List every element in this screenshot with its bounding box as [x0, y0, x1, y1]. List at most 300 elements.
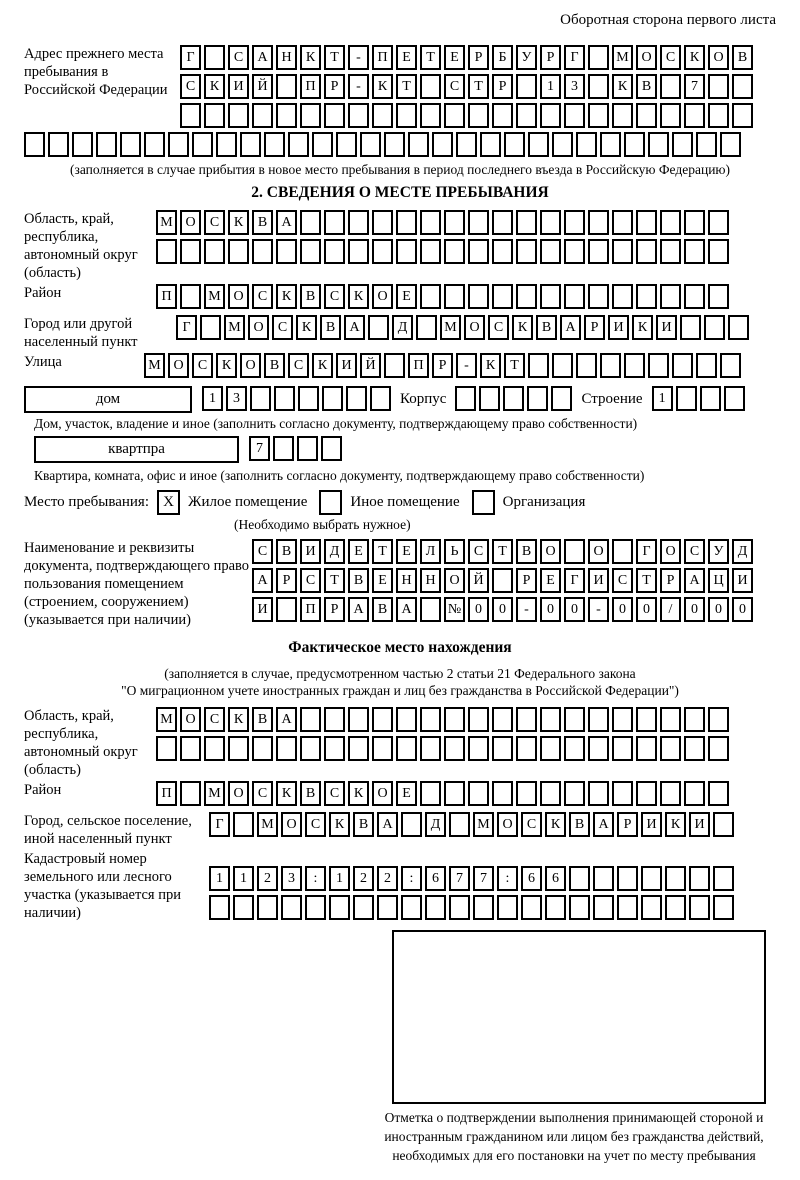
- char-cell: [516, 103, 537, 128]
- char-cell: А: [560, 315, 581, 340]
- char-cell: [676, 386, 697, 411]
- char-cell: [636, 239, 657, 264]
- char-cell: [492, 239, 513, 264]
- char-cell: [564, 707, 585, 732]
- char-cell: С: [324, 781, 345, 806]
- char-cell: [324, 210, 345, 235]
- prev-address-note: (заполняется в случае прибытия в новое место пребывания в период последнего въезда в Российскую Федерацию): [69, 162, 731, 177]
- char-cell: [696, 132, 717, 157]
- char-cell: [564, 103, 585, 128]
- cadastral-block: [24, 850, 776, 924]
- char-cell: С: [252, 284, 273, 309]
- char-cell: [305, 895, 326, 920]
- char-cell: 0: [636, 597, 657, 622]
- fact-city-block: [24, 812, 776, 848]
- char-cell: К: [545, 812, 566, 837]
- char-cell: [297, 436, 318, 461]
- char-cell: Г: [180, 45, 201, 70]
- char-cell: С: [204, 707, 225, 732]
- house-row: [24, 386, 776, 415]
- char-cell: [348, 239, 369, 264]
- char-cell: С: [252, 781, 273, 806]
- char-cell: Р: [276, 568, 297, 593]
- char-cell: [274, 386, 295, 411]
- char-cell: Ь: [444, 539, 465, 564]
- char-cell: [156, 736, 177, 761]
- char-cell: [516, 74, 537, 99]
- char-cell: [684, 781, 705, 806]
- char-cell: Е: [396, 284, 417, 309]
- char-row: [156, 707, 729, 732]
- char-cell: К: [204, 74, 225, 99]
- char-cell: У: [516, 45, 537, 70]
- street-block: [24, 353, 776, 382]
- char-cell: [708, 239, 729, 264]
- char-cell: С: [288, 353, 309, 378]
- char-cell: [276, 239, 297, 264]
- char-cell: К: [372, 74, 393, 99]
- char-cell: К: [512, 315, 533, 340]
- prev-address-block: [24, 45, 776, 132]
- char-cell: [660, 210, 681, 235]
- char-cell: [636, 736, 657, 761]
- char-cell: К: [665, 812, 686, 837]
- char-cell: [401, 812, 422, 837]
- char-cell: О: [497, 812, 518, 837]
- char-cell: [252, 736, 273, 761]
- cadastral-label: Кадастровый номер земельного или лесного участка (указывается при наличии): [24, 851, 181, 921]
- char-row: [180, 45, 753, 70]
- char-cell: О: [660, 539, 681, 564]
- char-cell: Г: [636, 539, 657, 564]
- char-cell: [612, 239, 633, 264]
- char-cell: В: [252, 707, 273, 732]
- char-cell: Т: [504, 353, 525, 378]
- char-cell: 6: [545, 866, 566, 891]
- char-row: [209, 866, 734, 891]
- prev-address-label: Адрес прежнего места пребывания в Российской Федерации: [24, 46, 168, 98]
- char-cell: О: [464, 315, 485, 340]
- char-cell: С: [300, 568, 321, 593]
- char-cell: [708, 707, 729, 732]
- char-cell: 2: [257, 866, 278, 891]
- char-cell: Р: [432, 353, 453, 378]
- char-cell: [612, 210, 633, 235]
- char-row: [652, 386, 745, 411]
- char-cell: [672, 132, 693, 157]
- char-cell: Е: [540, 568, 561, 593]
- char-cell: В: [276, 539, 297, 564]
- char-cell: [468, 210, 489, 235]
- char-cell: [684, 239, 705, 264]
- char-cell: [660, 781, 681, 806]
- char-cell: [624, 132, 645, 157]
- char-cell: [660, 736, 681, 761]
- char-cell: Т: [636, 568, 657, 593]
- char-cell: [209, 895, 230, 920]
- char-cell: А: [252, 45, 273, 70]
- char-cell: [120, 132, 141, 157]
- char-row: [209, 895, 734, 920]
- char-cell: [96, 132, 117, 157]
- char-cell: О: [588, 539, 609, 564]
- char-cell: [551, 386, 572, 411]
- char-cell: 0: [708, 597, 729, 622]
- char-cell: К: [216, 353, 237, 378]
- char-cell: П: [372, 45, 393, 70]
- option-organization-label: Организация: [502, 494, 586, 510]
- char-cell: В: [372, 597, 393, 622]
- char-cell: [48, 132, 69, 157]
- char-cell: [660, 707, 681, 732]
- cadastral-rows: [209, 866, 734, 924]
- char-cell: С: [204, 210, 225, 235]
- char-cell: [503, 386, 524, 411]
- char-cell: И: [300, 539, 321, 564]
- char-row: [252, 568, 753, 593]
- char-row: [144, 353, 741, 378]
- char-cell: Й: [252, 74, 273, 99]
- char-cell: [528, 132, 549, 157]
- char-cell: [564, 539, 585, 564]
- char-cell: О: [168, 353, 189, 378]
- char-cell: К: [312, 353, 333, 378]
- char-cell: [257, 895, 278, 920]
- char-cell: 3: [564, 74, 585, 99]
- char-cell: [641, 866, 662, 891]
- char-cell: [593, 866, 614, 891]
- option-other-premises-label: Иное помещение: [350, 494, 460, 510]
- char-cell: [672, 353, 693, 378]
- char-cell: А: [396, 597, 417, 622]
- char-cell: [528, 353, 549, 378]
- char-cell: [617, 866, 638, 891]
- char-row: [156, 239, 729, 264]
- char-cell: М: [204, 781, 225, 806]
- char-cell: С: [324, 284, 345, 309]
- char-cell: В: [636, 74, 657, 99]
- char-cell: [588, 284, 609, 309]
- stroenie-label: Строение: [581, 391, 643, 407]
- char-cell: П: [408, 353, 429, 378]
- confirmation-stamp-box: [392, 930, 766, 1104]
- char-cell: [444, 103, 465, 128]
- char-cell: [250, 386, 271, 411]
- char-cell: [612, 539, 633, 564]
- prev-address-rows: [180, 45, 753, 132]
- char-cell: Д: [324, 539, 345, 564]
- char-cell: -: [588, 597, 609, 622]
- char-cell: [636, 103, 657, 128]
- char-cell: [368, 315, 389, 340]
- char-cell: В: [252, 210, 273, 235]
- char-cell: Т: [372, 539, 393, 564]
- char-cell: [353, 895, 374, 920]
- char-cell: 1: [209, 866, 230, 891]
- char-cell: 7: [249, 436, 270, 461]
- char-cell: [720, 353, 741, 378]
- char-cell: [370, 386, 391, 411]
- char-cell: О: [248, 315, 269, 340]
- char-cell: [396, 736, 417, 761]
- char-cell: [252, 103, 273, 128]
- char-cell: С: [272, 315, 293, 340]
- char-cell: [612, 284, 633, 309]
- char-cell: [204, 103, 225, 128]
- char-cell: И: [228, 74, 249, 99]
- char-cell: А: [344, 315, 365, 340]
- char-cell: [180, 239, 201, 264]
- document-block: [24, 539, 776, 629]
- char-cell: И: [588, 568, 609, 593]
- char-cell: [288, 132, 309, 157]
- char-cell: Е: [372, 568, 393, 593]
- char-cell: [324, 239, 345, 264]
- char-cell: [569, 866, 590, 891]
- char-cell: Т: [468, 74, 489, 99]
- char-cell: Г: [209, 812, 230, 837]
- char-cell: О: [180, 707, 201, 732]
- char-cell: Н: [396, 568, 417, 593]
- char-cell: О: [372, 781, 393, 806]
- actual-location-note-1: (заполняется в случае, предусмотренном частью 2 статьи 21 Федерального закона: [164, 666, 636, 681]
- char-cell: [660, 74, 681, 99]
- char-cell: [233, 895, 254, 920]
- char-cell: [348, 736, 369, 761]
- fact-region-label: Область, край, республика, автономный округ (область): [24, 708, 138, 778]
- char-cell: [588, 736, 609, 761]
- char-cell: Н: [420, 568, 441, 593]
- char-cell: 3: [226, 386, 247, 411]
- char-cell: [401, 895, 422, 920]
- char-cell: [432, 132, 453, 157]
- char-cell: :: [401, 866, 422, 891]
- char-cell: [444, 781, 465, 806]
- char-cell: [384, 353, 405, 378]
- char-cell: [660, 284, 681, 309]
- char-cell: [588, 210, 609, 235]
- char-cell: [273, 436, 294, 461]
- char-cell: [420, 210, 441, 235]
- char-cell: :: [497, 866, 518, 891]
- char-cell: В: [516, 539, 537, 564]
- char-cell: [708, 103, 729, 128]
- apartment-row: [24, 436, 776, 465]
- char-cell: Д: [392, 315, 413, 340]
- char-row: [176, 315, 749, 340]
- char-cell: [492, 103, 513, 128]
- char-cell: [372, 210, 393, 235]
- korpus-label: Корпус: [400, 391, 447, 407]
- char-cell: А: [348, 597, 369, 622]
- char-cell: О: [281, 812, 302, 837]
- char-cell: [396, 103, 417, 128]
- char-cell: [504, 132, 525, 157]
- char-cell: [444, 707, 465, 732]
- char-cell: Б: [492, 45, 513, 70]
- char-cell: [473, 895, 494, 920]
- char-cell: [665, 866, 686, 891]
- char-cell: [372, 707, 393, 732]
- char-cell: [444, 239, 465, 264]
- char-cell: [700, 386, 721, 411]
- char-cell: [540, 210, 561, 235]
- char-cell: П: [156, 284, 177, 309]
- char-cell: [396, 239, 417, 264]
- char-cell: -: [456, 353, 477, 378]
- char-cell: [612, 736, 633, 761]
- char-cell: [689, 895, 710, 920]
- char-cell: У: [708, 539, 729, 564]
- char-cell: М: [156, 210, 177, 235]
- char-cell: [276, 74, 297, 99]
- char-cell: С: [180, 74, 201, 99]
- char-cell: [660, 103, 681, 128]
- char-cell: [708, 284, 729, 309]
- char-cell: [468, 736, 489, 761]
- char-cell: [408, 132, 429, 157]
- char-cell: С: [305, 812, 326, 837]
- char-cell: [516, 210, 537, 235]
- char-cell: Р: [468, 45, 489, 70]
- char-cell: К: [632, 315, 653, 340]
- char-cell: [180, 736, 201, 761]
- char-cell: Т: [396, 74, 417, 99]
- char-cell: 1: [540, 74, 561, 99]
- char-cell: К: [276, 284, 297, 309]
- char-cell: Г: [176, 315, 197, 340]
- char-cell: Е: [444, 45, 465, 70]
- char-row: [180, 74, 753, 99]
- char-cell: С: [468, 539, 489, 564]
- char-cell: [300, 239, 321, 264]
- char-cell: С: [684, 539, 705, 564]
- char-cell: [276, 597, 297, 622]
- char-cell: [180, 284, 201, 309]
- char-cell: [689, 866, 710, 891]
- char-cell: [636, 210, 657, 235]
- char-cell: -: [348, 45, 369, 70]
- char-cell: [264, 132, 285, 157]
- char-cell: [348, 210, 369, 235]
- char-cell: И: [336, 353, 357, 378]
- char-cell: 7: [684, 74, 705, 99]
- char-cell: [617, 895, 638, 920]
- char-cell: М: [224, 315, 245, 340]
- char-cell: [168, 132, 189, 157]
- char-cell: П: [300, 74, 321, 99]
- char-cell: [540, 284, 561, 309]
- char-cell: [704, 315, 725, 340]
- char-cell: Л: [420, 539, 441, 564]
- char-cell: [24, 132, 45, 157]
- char-cell: 0: [564, 597, 585, 622]
- char-cell: [696, 353, 717, 378]
- char-cell: [516, 781, 537, 806]
- confirmation-stamp-note: Отметка о подтверждении выполнения принимающей стороной и иностранным гражданином или лицом без гражданства действий, необходимых для его постановки на учет по месту пребывания: [384, 1110, 764, 1163]
- char-cell: [492, 210, 513, 235]
- char-cell: [420, 284, 441, 309]
- char-cell: [377, 895, 398, 920]
- char-cell: М: [612, 45, 633, 70]
- char-cell: 6: [425, 866, 446, 891]
- char-cell: [444, 210, 465, 235]
- char-cell: О: [180, 210, 201, 235]
- char-cell: К: [480, 353, 501, 378]
- char-cell: [300, 707, 321, 732]
- char-cell: №: [444, 597, 465, 622]
- char-row: [24, 132, 776, 157]
- char-cell: [384, 132, 405, 157]
- char-cell: [527, 386, 548, 411]
- char-cell: С: [192, 353, 213, 378]
- char-cell: В: [569, 812, 590, 837]
- char-cell: О: [372, 284, 393, 309]
- char-cell: [372, 103, 393, 128]
- district-label: Район: [24, 285, 62, 301]
- char-cell: С: [252, 539, 273, 564]
- char-cell: 1: [202, 386, 223, 411]
- char-cell: [468, 284, 489, 309]
- char-cell: [612, 707, 633, 732]
- char-cell: [576, 353, 597, 378]
- char-cell: А: [593, 812, 614, 837]
- char-cell: [600, 132, 621, 157]
- char-cell: [540, 239, 561, 264]
- char-cell: [588, 103, 609, 128]
- document-rows: [252, 539, 753, 626]
- char-cell: 1: [233, 866, 254, 891]
- char-cell: [540, 736, 561, 761]
- char-cell: [564, 239, 585, 264]
- char-cell: [492, 284, 513, 309]
- char-cell: 2: [377, 866, 398, 891]
- fact-city-label: Город, сельское поселение, иной населенный пункт: [24, 813, 192, 847]
- checkbox-residential: X: [157, 490, 180, 515]
- char-cell: А: [252, 568, 273, 593]
- char-cell: [612, 781, 633, 806]
- char-cell: М: [144, 353, 165, 378]
- char-cell: -: [516, 597, 537, 622]
- char-cell: [569, 895, 590, 920]
- char-cell: А: [276, 210, 297, 235]
- char-cell: [516, 707, 537, 732]
- char-cell: [588, 239, 609, 264]
- char-cell: [588, 707, 609, 732]
- char-cell: [468, 239, 489, 264]
- char-cell: [492, 707, 513, 732]
- char-cell: П: [156, 781, 177, 806]
- char-cell: С: [612, 568, 633, 593]
- char-cell: О: [240, 353, 261, 378]
- char-cell: [276, 103, 297, 128]
- char-cell: [322, 386, 343, 411]
- char-cell: [192, 132, 213, 157]
- char-cell: К: [276, 781, 297, 806]
- char-cell: И: [732, 568, 753, 593]
- char-cell: 7: [473, 866, 494, 891]
- char-cell: О: [444, 568, 465, 593]
- char-cell: [348, 103, 369, 128]
- char-cell: [425, 895, 446, 920]
- char-cell: Р: [617, 812, 638, 837]
- char-cell: [588, 45, 609, 70]
- char-cell: [312, 132, 333, 157]
- district-block: [24, 284, 776, 313]
- char-cell: [641, 895, 662, 920]
- char-cell: [324, 103, 345, 128]
- char-cell: Т: [492, 539, 513, 564]
